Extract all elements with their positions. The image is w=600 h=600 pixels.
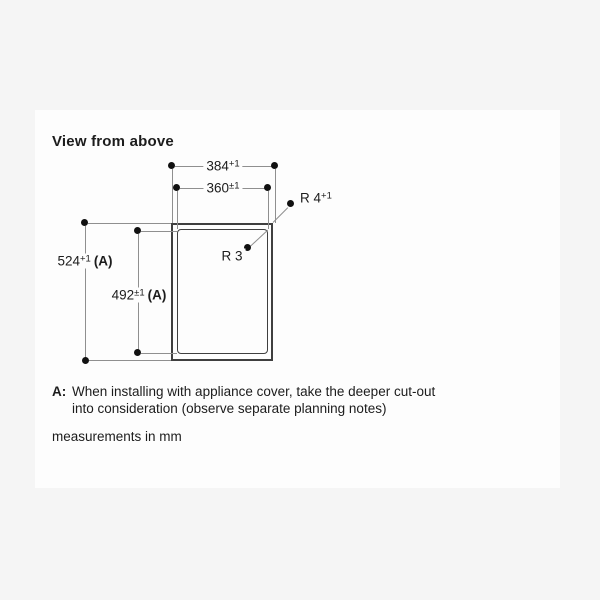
footnote-line: into consideration (observe separate planning notes): [72, 401, 387, 416]
extension-line: [141, 231, 177, 232]
footnote-a: [52, 383, 435, 417]
dim-value: R 3: [221, 248, 243, 264]
dim-value: 524: [57, 253, 80, 269]
dim-label-width-outer: [203, 159, 242, 174]
dim-label-height-outer: [54, 254, 115, 269]
dim-tolerance: +1: [79, 253, 91, 264]
extension-line: [88, 223, 171, 224]
footnote-text: [72, 383, 435, 417]
dim-tolerance: ±1: [134, 287, 145, 298]
units-note: measurements in mm: [52, 429, 182, 444]
dim-value: R 4: [300, 190, 322, 206]
footnote-marker: A:: [52, 384, 67, 399]
dimension-dot: [173, 184, 180, 191]
dimension-dot: [271, 162, 278, 169]
radius-outer-dot: [287, 200, 294, 207]
extension-line: [141, 353, 177, 354]
extension-line: [172, 169, 173, 223]
dim-tolerance: ±1: [229, 180, 240, 191]
extension-line: [177, 191, 178, 229]
dimension-dot: [134, 227, 141, 234]
dim-label-radius-inner: [218, 249, 245, 264]
dim-suffix: (A): [147, 287, 167, 303]
dim-line-height-outer: [85, 226, 86, 358]
dimension-dot: [82, 357, 89, 364]
dim-value: 360: [206, 180, 230, 196]
dim-label-radius-outer: [297, 191, 335, 206]
dim-suffix: (A): [93, 253, 113, 269]
dimension-dot: [264, 184, 271, 191]
page-title: View from above: [52, 133, 174, 150]
extension-line: [268, 191, 269, 229]
dim-tolerance: +1: [228, 158, 240, 169]
dimension-dot: [168, 162, 175, 169]
extension-line: [275, 169, 276, 223]
extension-line: [89, 360, 171, 361]
dim-value: 492: [111, 287, 135, 303]
dim-tolerance: +1: [321, 190, 332, 201]
dim-value: 384: [206, 158, 229, 174]
dim-label-width-inner: [203, 181, 242, 196]
dimension-dot: [81, 219, 88, 226]
dimension-dot: [134, 349, 141, 356]
dim-label-height-inner: [109, 288, 170, 303]
planning-diagram-panel: [35, 110, 560, 488]
footnote-line: When installing with appliance cover, take the deeper cut-out: [72, 384, 436, 399]
